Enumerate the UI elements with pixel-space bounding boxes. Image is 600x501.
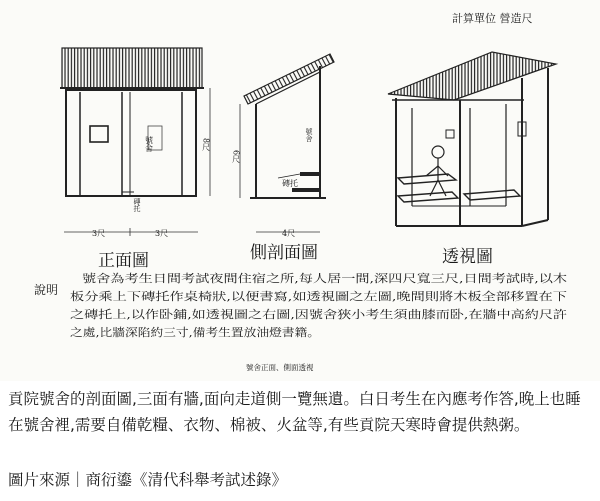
- explanation-line-1: 號舍為考生日間考試夜間住宿之所,每人居一間,深四尺寬三尺,日間考試時,以木: [82, 273, 446, 285]
- explanation-line-3: 之磚托上,以作卧鋪,如透視圖之右圖,因號舍狹小考生須曲膝而卧,在牆中高約尺許: [70, 309, 444, 321]
- perspective-title: 透視圖: [442, 247, 493, 267]
- image-source: 圖片來源｜商衍鎏《清代科舉考試述錄》: [8, 471, 288, 489]
- front-window: [90, 126, 108, 142]
- front-roof: [62, 48, 202, 88]
- front-dim-right: 3尺: [155, 229, 169, 238]
- front-dim-left: 3尺: [92, 229, 106, 238]
- side-upper-rest: [300, 172, 320, 176]
- side-view: [232, 54, 335, 263]
- persp-seat-board: [398, 192, 458, 202]
- side-dim-height: 6尺: [231, 150, 241, 164]
- side-board-label: 磚托: [282, 179, 298, 188]
- explanation-line-4: 之處,比牆深陷約三寸,備考生置放油燈書籍。: [70, 327, 279, 339]
- candidate-figure: [426, 146, 448, 196]
- explanation-label: 說明: [34, 283, 59, 297]
- persp-bed-board: [464, 190, 520, 200]
- image-caption: 貢院號舍的剖面圖,三面有牆,面向走道側一覽無遺。白日考生在內應考作答,晚上也睡在號舍裡,需要自備乾糧、衣物、棉被、火盆等,有些貢院天寒時會提供熱粥。: [8, 390, 581, 434]
- side-dim-depth: 4尺: [282, 229, 296, 238]
- front-board-label: 磚托: [133, 198, 141, 212]
- perspective-view: [388, 52, 556, 267]
- side-sign: 號舍: [305, 128, 313, 142]
- explanation-line-2: 板分乘上下磚托作桌椅狀,以便書寫,如透視圖之左圖,晚間則將木板全部移置在下: [70, 291, 441, 303]
- figure-subcaption: 號舍正面、側面透視: [246, 363, 314, 372]
- front-view: [60, 48, 211, 271]
- explanation: [34, 272, 568, 339]
- front-dim-height: 8尺: [201, 138, 211, 152]
- front-sign: 號舍: [144, 136, 154, 152]
- side-title: 側剖面圖: [250, 243, 318, 263]
- scale-note: 計算單位 營造尺: [452, 12, 533, 25]
- front-title: 正面圖: [98, 251, 149, 271]
- persp-roof: [388, 52, 556, 100]
- front-wall: [66, 90, 196, 196]
- side-lower-rest: [292, 188, 320, 192]
